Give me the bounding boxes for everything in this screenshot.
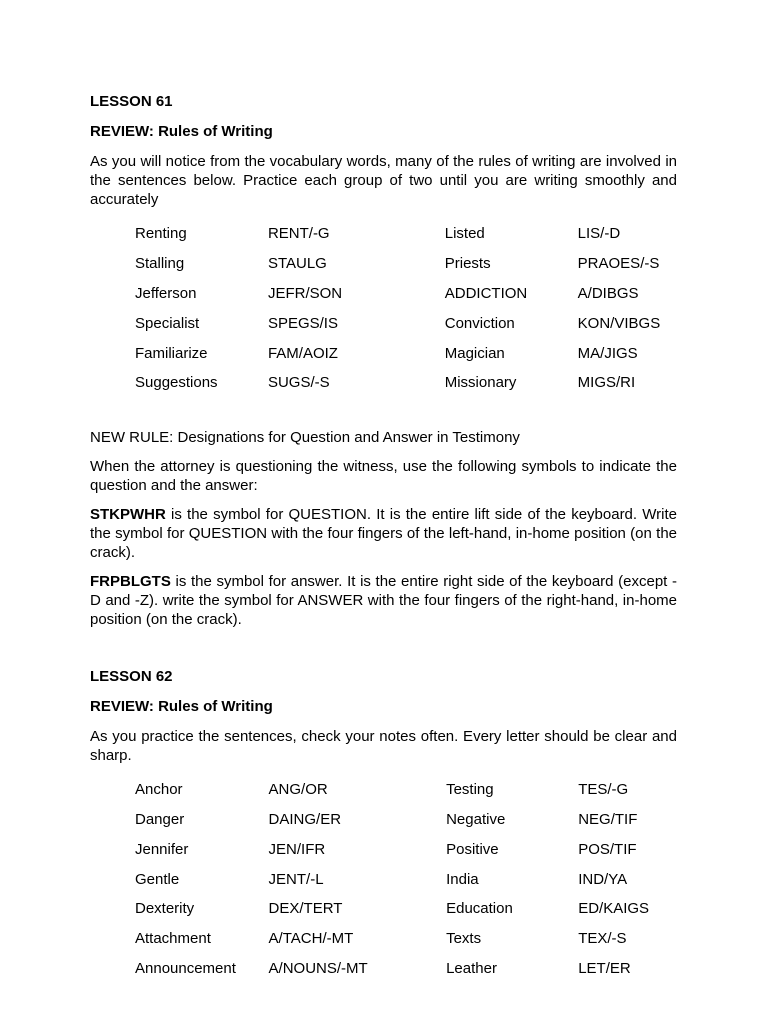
lesson-61-vocab-steno-cell: PRAOES/-S xyxy=(577,255,660,273)
question-symbol-text: is the symbol for QUESTION. It is the entire lift side of the keyboard. Write the symbol for QUESTION with the four fingers of the left-hand, in-home position (on the crack). xyxy=(90,505,677,561)
lesson-61-vocab-word-cell: Jefferson xyxy=(135,284,197,302)
lesson-62-vocab-row xyxy=(135,805,677,835)
lesson-62-vocab-word-cell: Texts xyxy=(446,930,482,948)
lesson-62-vocab-word-cell: Testing xyxy=(446,781,494,799)
lesson-61-vocab-word-cell: Priests xyxy=(444,255,491,273)
lesson-62-vocab-word-cell: Announcement xyxy=(135,959,236,977)
question-symbol: STKPWHR xyxy=(90,505,166,523)
lesson-61-vocab-steno-cell: MIGS/RI xyxy=(577,374,636,392)
new-rule-intro: When the attorney is questioning the witness, use the following symbols to indicate the question and the answer: xyxy=(90,457,677,494)
lesson-62-vocab-steno-cell: IND/YA xyxy=(578,870,628,888)
lesson-62-vocab-row xyxy=(135,775,677,805)
lesson-61-vocab-steno-cell: MA/JIGS xyxy=(577,344,638,362)
lesson-62-vocab-steno-cell: A/TACH/-MT xyxy=(268,930,354,948)
lesson-61-vocab-row xyxy=(135,219,677,249)
lesson-62-vocab-steno-cell: POS/TIF xyxy=(578,840,637,858)
document-page xyxy=(90,92,677,983)
lesson-62-vocab-row xyxy=(135,954,677,984)
lesson-62-vocab-steno-cell: NEG/TIF xyxy=(578,810,638,828)
lesson-62-vocab-steno-cell: A/NOUNS/-MT xyxy=(268,959,368,977)
lesson-61-vocab-steno-cell: FAM/AOIZ xyxy=(267,344,338,362)
lesson-61-vocab-row xyxy=(135,279,677,309)
lesson-62-vocab-steno-cell: DAING/ER xyxy=(268,810,342,828)
answer-symbol-text: is the symbol for answer. It is the entire right side of the keyboard (except -D and -Z). write the symbol for ANSWER with the four fingers of the right-hand, in-home position (on the crack). xyxy=(90,572,677,628)
lesson-62-vocab-word-cell: Positive xyxy=(446,840,499,858)
lesson-61-vocab-row xyxy=(135,249,677,279)
lesson-62-vocab-steno-cell: JENT/-L xyxy=(268,870,324,888)
lesson-62-vocab-word-cell: India xyxy=(446,870,479,888)
question-symbol-paragraph xyxy=(90,505,677,562)
lesson-61-vocab-steno-cell: LIS/-D xyxy=(577,225,621,243)
lesson-62-vocab-steno-cell: LET/ER xyxy=(578,959,631,977)
lesson-62-vocab-steno-cell: DEX/TERT xyxy=(268,900,343,918)
lesson-61-vocab-word-cell: Familiarize xyxy=(135,344,208,362)
lesson-61-vocab-word-cell: Specialist xyxy=(135,314,200,332)
lesson-61-vocab-steno-cell: SUGS/-S xyxy=(267,374,330,392)
lesson-61-vocab-word-cell: Conviction xyxy=(444,314,515,332)
lesson-61-vocab-word-cell: Listed xyxy=(444,225,485,243)
lesson-62-vocab-word-cell: Leather xyxy=(446,959,497,977)
lesson-61-vocab-row xyxy=(135,338,677,368)
lesson-62-vocab-word-cell: Attachment xyxy=(135,930,211,948)
lesson-62-vocab-word-cell: Dexterity xyxy=(135,900,195,918)
lesson-61-vocab-row xyxy=(135,368,677,398)
lesson-61-vocabulary-table xyxy=(135,219,677,398)
lesson-61-vocab-steno-cell: A/DIBGS xyxy=(577,284,639,302)
lesson-61-vocab-row xyxy=(135,308,677,338)
lesson-61-vocab-word-cell: Suggestions xyxy=(135,374,218,392)
lesson-61-vocab-word-cell: Renting xyxy=(135,225,187,243)
lesson-61-vocab-word-cell: ADDICTION xyxy=(444,284,528,302)
lesson-61-vocab-steno-cell: JEFR/SON xyxy=(267,284,343,302)
lesson-61-review-heading: REVIEW: Rules of Writing xyxy=(90,123,273,140)
lesson-62-vocab-word-cell: Gentle xyxy=(135,870,180,888)
lesson-62-vocab-steno-cell: JEN/IFR xyxy=(268,840,326,858)
new-rule-heading: NEW RULE: Designations for Question and Answer in Testimony xyxy=(90,428,520,446)
lesson-62-intro: As you practice the sentences, check your notes often. Every letter should be clear and sharp. xyxy=(90,727,677,764)
lesson-62-vocab-row xyxy=(135,894,677,924)
lesson-61-vocab-steno-cell: RENT/-G xyxy=(267,225,330,243)
lesson-61-intro: As you will notice from the vocabulary words, many of the rules of writing are involved in the sentences below. Practice each group of two until you are writing smoothly and accurately xyxy=(90,153,677,208)
lesson-61-title: LESSON 61 xyxy=(90,93,173,110)
answer-symbol: FRPBLGTS xyxy=(90,572,171,590)
lesson-61-vocab-word-cell: Stalling xyxy=(135,255,185,273)
lesson-62-vocab-steno-cell: ED/KAIGS xyxy=(578,900,650,918)
lesson-62-vocab-row xyxy=(135,924,677,954)
lesson-61-vocab-word-cell: Magician xyxy=(444,344,505,362)
lesson-62-vocabulary-table xyxy=(135,775,677,984)
lesson-61-vocab-steno-cell: KON/VIBGS xyxy=(577,314,661,332)
answer-symbol-paragraph xyxy=(90,572,677,629)
lesson-62-review-heading: REVIEW: Rules of Writing xyxy=(90,697,273,715)
lesson-61-vocab-steno-cell: SPEGS/IS xyxy=(267,314,338,332)
lesson-62-vocab-word-cell: Education xyxy=(446,900,513,918)
lesson-62-vocab-steno-cell: TEX/-S xyxy=(578,930,627,948)
lesson-62-vocab-word-cell: Danger xyxy=(135,810,185,828)
lesson-62-vocab-row xyxy=(135,834,677,864)
lesson-62-vocab-word-cell: Jennifer xyxy=(135,840,189,858)
lesson-62-vocab-steno-cell: TES/-G xyxy=(578,781,629,799)
lesson-61-vocab-steno-cell: STAULG xyxy=(267,255,327,273)
lesson-62-vocab-word-cell: Negative xyxy=(446,810,506,828)
lesson-62-vocab-word-cell: Anchor xyxy=(135,781,183,799)
lesson-61-vocab-word-cell: Missionary xyxy=(444,374,517,392)
lesson-62-vocab-steno-cell: ANG/OR xyxy=(268,781,328,799)
lesson-62-title: LESSON 62 xyxy=(90,667,173,685)
lesson-62-vocab-row xyxy=(135,864,677,894)
